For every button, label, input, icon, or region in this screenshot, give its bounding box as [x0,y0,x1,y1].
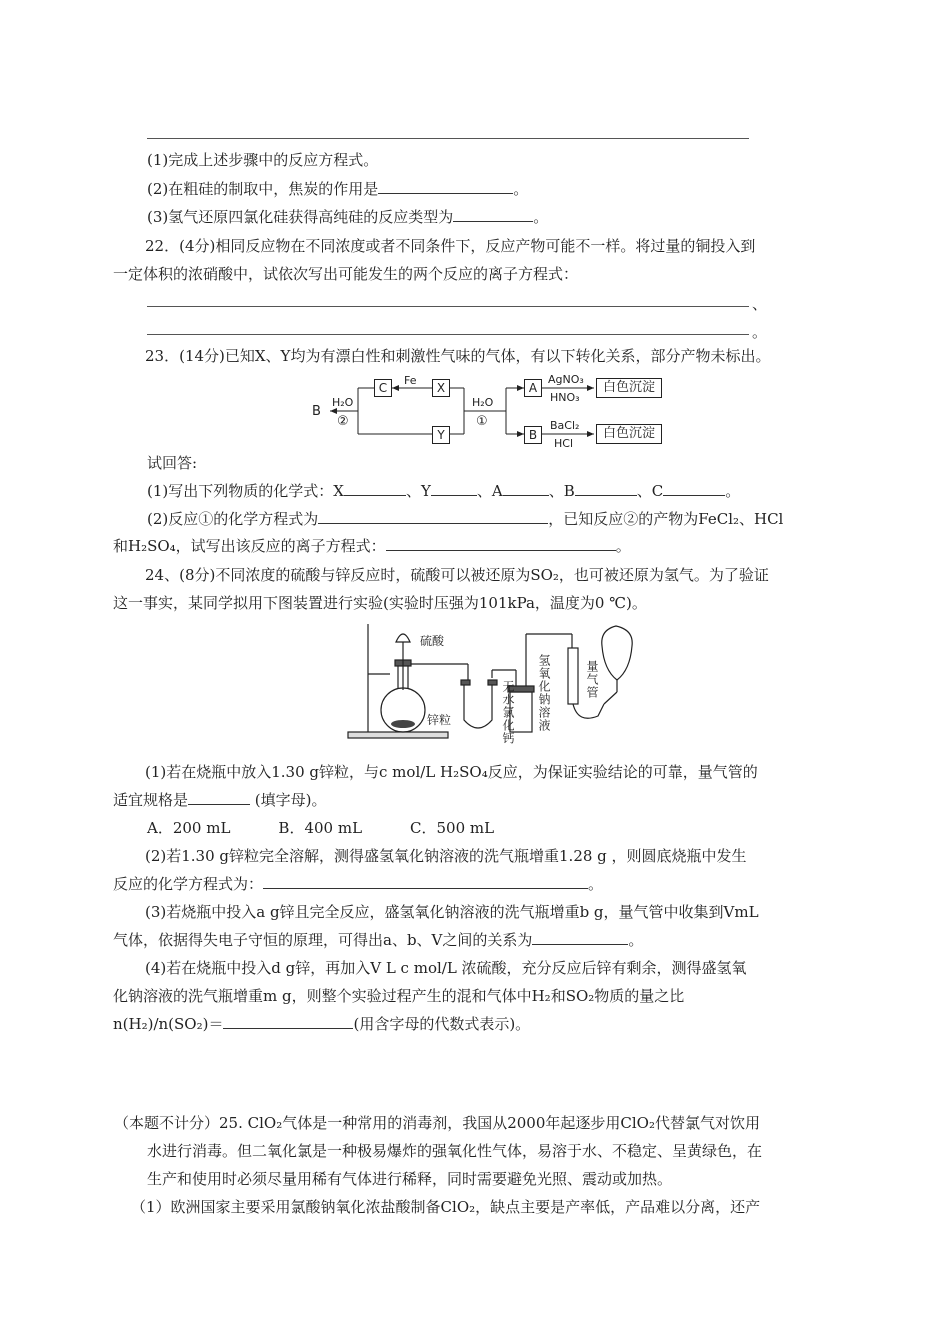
q24-part4: (4)若在烧瓶中投入d g锌，再加入V L c mol/L 浓硫酸，充分反应后锌有剩余，测得盛氢氧 [145,959,747,977]
label-sulfuric-acid: 硫酸 [420,634,445,648]
label-agno3: AgNO₃ [548,373,584,386]
q24-part4-cont: 化钠溶液的洗气瓶增重m g，则整个实验过程产生的混和气体中H₂和SO₂物质的量之比 [113,987,685,1005]
blank-c[interactable] [663,481,725,496]
answer-line [147,334,749,335]
blank-y[interactable] [431,481,477,496]
conversion-diagram [310,372,670,450]
q25-line2: 水进行消毒。但二氧化氯是一种极易爆炸的强氧化性气体，易溶于水、不稳定、呈黄绿色，在 [147,1142,763,1160]
result-precipitate-1: 白色沉淀 [596,378,662,398]
label-hcl: HCl [554,437,574,450]
q24-part1-cont: 适宜规格是 (填字母)。 [113,791,327,809]
blank-x[interactable] [344,481,406,496]
q24-part4-cont2: n(H₂)/n(SO₂)＝ (用含字母的代数式表示)。 [113,1015,531,1033]
q21-part3: (3)氢气还原四氯化硅获得高纯硅的反应类型为 。 [147,208,549,226]
blank-b[interactable] [575,481,637,496]
label-h2o-left: H₂O [332,396,354,409]
answer-line [147,306,749,307]
q24-part3: (3)若烧瓶中投入a g锌且完全反应，盛氢氧化钠溶液的洗气瓶增重b g，量气管中收集到VmL [145,903,759,921]
blank[interactable] [263,874,588,889]
q21-part1: (1)完成上述步骤中的反应方程式。 [147,151,379,169]
blank[interactable] [188,790,250,805]
label-circle1: ① [476,414,488,429]
q23-answer-label: 试回答: [147,454,198,472]
label-circle2: ② [337,414,349,429]
option-a: A．200 mL [147,819,231,837]
label-cacl2: 无水氯化钙 [501,680,515,745]
answer-line [147,138,749,139]
q24-part2-cont: 反应的化学方程式为： 。 [113,875,604,893]
label-zinc: 锌粒 [427,713,452,727]
q21-part2: (2)在粗硅的制取中，焦炭的作用是 。 [147,180,529,198]
q22-end1: 、 [752,295,768,313]
q24-part3-cont: 气体，依据得失电子守恒的原理，可得出a、b、V之间的关系为 。 [113,931,644,949]
q25-line3: 生产和使用时必须尽量用稀有气体进行稀释，同时需要避免光照、震动或加热。 [147,1170,673,1188]
q24-part2: (2)若1.30 g锌粒完全溶解，测得盛氢氧化钠溶液的洗气瓶增重1.28 g ，则圆底烧瓶中发生 [145,847,747,865]
blank[interactable] [318,509,548,524]
q24-options [147,818,494,838]
option-c: C．500 mL [410,819,495,837]
blank[interactable] [378,179,513,194]
node-a: A [524,379,542,397]
blank[interactable] [532,930,628,945]
q22-line1: 22．(4分)相同反应物在不同浓度或者不同条件下，反应产物可能不一样。将过量的铜投入到 [145,237,756,255]
q24-line2: 这一事实，某同学拟用下图装置进行实验(实验时压强为101kPa，温度为0 ℃)。 [113,594,647,612]
node-b: B [312,404,321,419]
label-hno3: HNO₃ [550,391,580,404]
q23-line1: 23．(14分)已知X、Y均为有漂白性和刺激性气味的气体，有以下转化关系，部分产物未标出。 [145,347,771,365]
option-b: B．400 mL [278,819,363,837]
node-b2: B [524,426,542,444]
q24-line1: 24、(8分)不同浓度的硫酸与锌反应时，硫酸可以被还原为SO₂，也可被还原为氢气。为了验证 [145,566,769,584]
q24-part1: (1)若在烧瓶中放入1.30 g锌粒，与c mol/L H₂SO₄反应，为保证实验结论的可靠，量气管的 [145,763,758,781]
node-x: X [432,379,450,397]
q22-end2: 。 [752,323,768,341]
q25-line4: （1）欧洲国家主要采用氯酸钠氧化浓盐酸制备ClO₂，缺点主要是产率低，产品难以分离，还产 [131,1198,761,1216]
q23-part2-cont: 和H₂SO₄，试写出该反应的离子方程式： 。 [113,537,631,555]
label-measuring-tube: 量气管 [585,660,599,699]
blank[interactable] [386,536,616,551]
result-precipitate-2: 白色沉淀 [596,424,662,444]
q23-part2: (2)反应①的化学方程式为 ，已知反应②的产物为FeCl₂、HCl [147,510,784,528]
label-h2o-right: H₂O [472,396,494,409]
q23-part1: (1)写出下列物质的化学式：X 、Y 、A 、B 、C 。 [147,482,741,500]
blank[interactable] [223,1014,353,1029]
blank-a[interactable] [503,481,549,496]
node-c: C [374,379,392,397]
blank[interactable] [453,207,533,222]
apparatus-figure [340,620,660,760]
label-bacl2: BaCl₂ [550,419,580,432]
q25-line1: （本题不计分）25. ClO₂气体是一种常用的消毒剂，我国从2000年起逐步用ClO₂代替氯气对饮用 [114,1114,760,1132]
label-naoh: 氢氧化钠溶液 [537,654,551,732]
label-fe: Fe [404,374,417,387]
q22-line2: 一定体积的浓硝酸中，试依次写出可能发生的两个反应的离子方程式： [113,265,579,283]
node-y: Y [432,426,450,444]
